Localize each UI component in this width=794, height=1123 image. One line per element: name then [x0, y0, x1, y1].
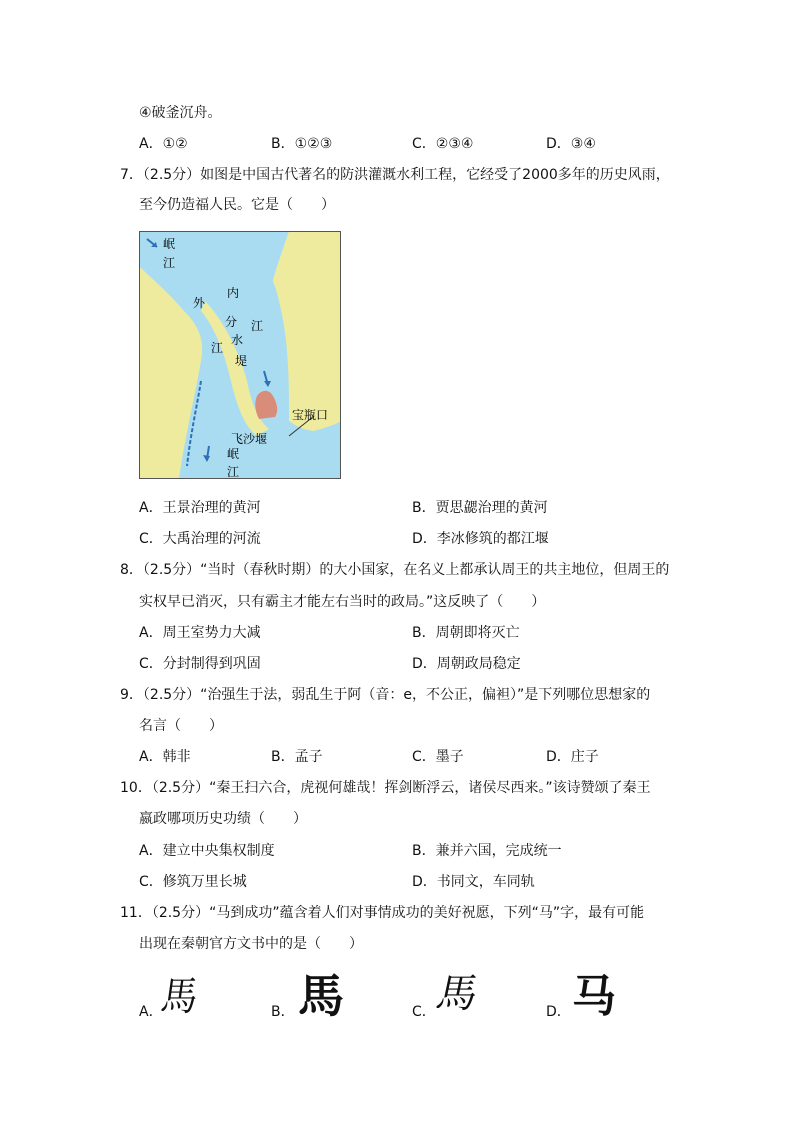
- map-label-minjiang-top-1: 岷: [163, 237, 176, 251]
- map-label-neijiang-1: 内: [227, 286, 240, 300]
- q11-glyph-a-seal-script: 馬: [158, 974, 201, 1020]
- q11-glyph-c-cursive: 馬: [432, 971, 483, 1017]
- q9-stem-line2: 名言（ ）: [139, 718, 223, 734]
- q11-option-a-letter: A．: [139, 1004, 163, 1020]
- q8-option-d: D．周朝政局稳定: [412, 656, 521, 672]
- q7-stem-line1: 7．（2.5分）如图是中国古代著名的防洪灌溉水利工程，它经受了2000多年的历史风雨，: [120, 167, 670, 183]
- q11-stem-line2: 出现在秦朝官方文书中的是（ ）: [139, 936, 363, 952]
- q7-option-d: D．李冰修筑的都江堰: [412, 531, 549, 547]
- q9-stem-line1: 9．（2.5分）“治强生于法，弱乱生于阿（音：e，不公正，偏袒）”是下列哪位思想家的: [120, 687, 651, 703]
- q11-glyph-b-clerical: 馬: [298, 969, 344, 1023]
- q11-option-c-letter: C．: [412, 1004, 436, 1020]
- map-label-fenshui-1: 分: [225, 315, 238, 329]
- map-label-feishayan: 飞沙堰: [231, 432, 268, 446]
- q10-stem-line1: 10．（2.5分）“秦王扫六合，虎视何雄哉！挥剑断浮云，诸侯尽西来。”该诗赞颂了秦王: [120, 780, 651, 796]
- q10-option-d: D．书同文，车同轨: [412, 874, 535, 890]
- q11-option-b-letter: B．: [271, 1004, 295, 1020]
- q8-option-a: A．周王室势力大减: [139, 625, 261, 641]
- map-label-baopingkou: 宝瓶口: [292, 408, 329, 422]
- map-label-waijiang-1: 外: [193, 296, 206, 310]
- q7-option-c: C．大禹治理的河流: [139, 531, 261, 547]
- q7-option-b: B．贾思勰治理的黄河: [412, 500, 548, 516]
- map-label-fenshui-3: 堤: [235, 354, 248, 368]
- q9-option-a: A．韩非: [139, 749, 191, 765]
- q6-option-c: C．②③④: [412, 136, 474, 152]
- q9-option-d: D．庄子: [546, 749, 599, 765]
- q11-glyph-d-simplified: 马: [572, 971, 616, 1022]
- map-label-waijiang-2: 江: [211, 341, 224, 355]
- map-label-minjiang-bottom-2: 江: [227, 465, 240, 479]
- q8-stem-line1: 8．（2.5分）“当时（春秋时期）的大小国家，在名义上都承认周王的共主地位，但周王的: [120, 562, 670, 578]
- map-label-fenshui-2: 水: [231, 333, 244, 347]
- q7-option-a: A．王景治理的黄河: [139, 500, 261, 516]
- q8-stem-line2: 实权早已消灭，只有霸主才能左右当时的政局。”这反映了（ ）: [139, 594, 546, 610]
- q10-option-a: A．建立中央集权制度: [139, 843, 275, 859]
- q8-option-b: B．周朝即将灭亡: [412, 625, 520, 641]
- dujiangyan-map: [139, 231, 341, 479]
- q6-line: ④破釜沉舟。: [139, 105, 222, 121]
- q11-option-d-letter: D．: [546, 1004, 571, 1020]
- map-label-minjiang-top-2: 江: [163, 256, 176, 270]
- q8-option-c: C．分封制得到巩固: [139, 656, 261, 672]
- q10-option-b: B．兼并六国，完成统一: [412, 843, 562, 859]
- q9-option-c: C．墨子: [412, 749, 464, 765]
- q6-option-b: B．①②③: [271, 136, 333, 152]
- q11-stem-line1: 11．（2.5分）“马到成功”蕴含着人们对事情成功的美好祝愿，下列“马”字，最有可能: [120, 905, 645, 921]
- q10-option-c: C．修筑万里长城: [139, 874, 247, 890]
- map-label-neijiang-2: 江: [251, 319, 264, 333]
- q9-option-b: B．孟子: [271, 749, 323, 765]
- q10-stem-line2: 嬴政哪项历史功绩（ ）: [139, 811, 307, 827]
- q6-option-d: D．③④: [546, 136, 596, 152]
- map-label-minjiang-bottom-1: 岷: [227, 447, 240, 461]
- q7-stem-line2: 至今仍造福人民。它是（ ）: [139, 197, 335, 213]
- q6-option-a: A．①②: [139, 136, 188, 152]
